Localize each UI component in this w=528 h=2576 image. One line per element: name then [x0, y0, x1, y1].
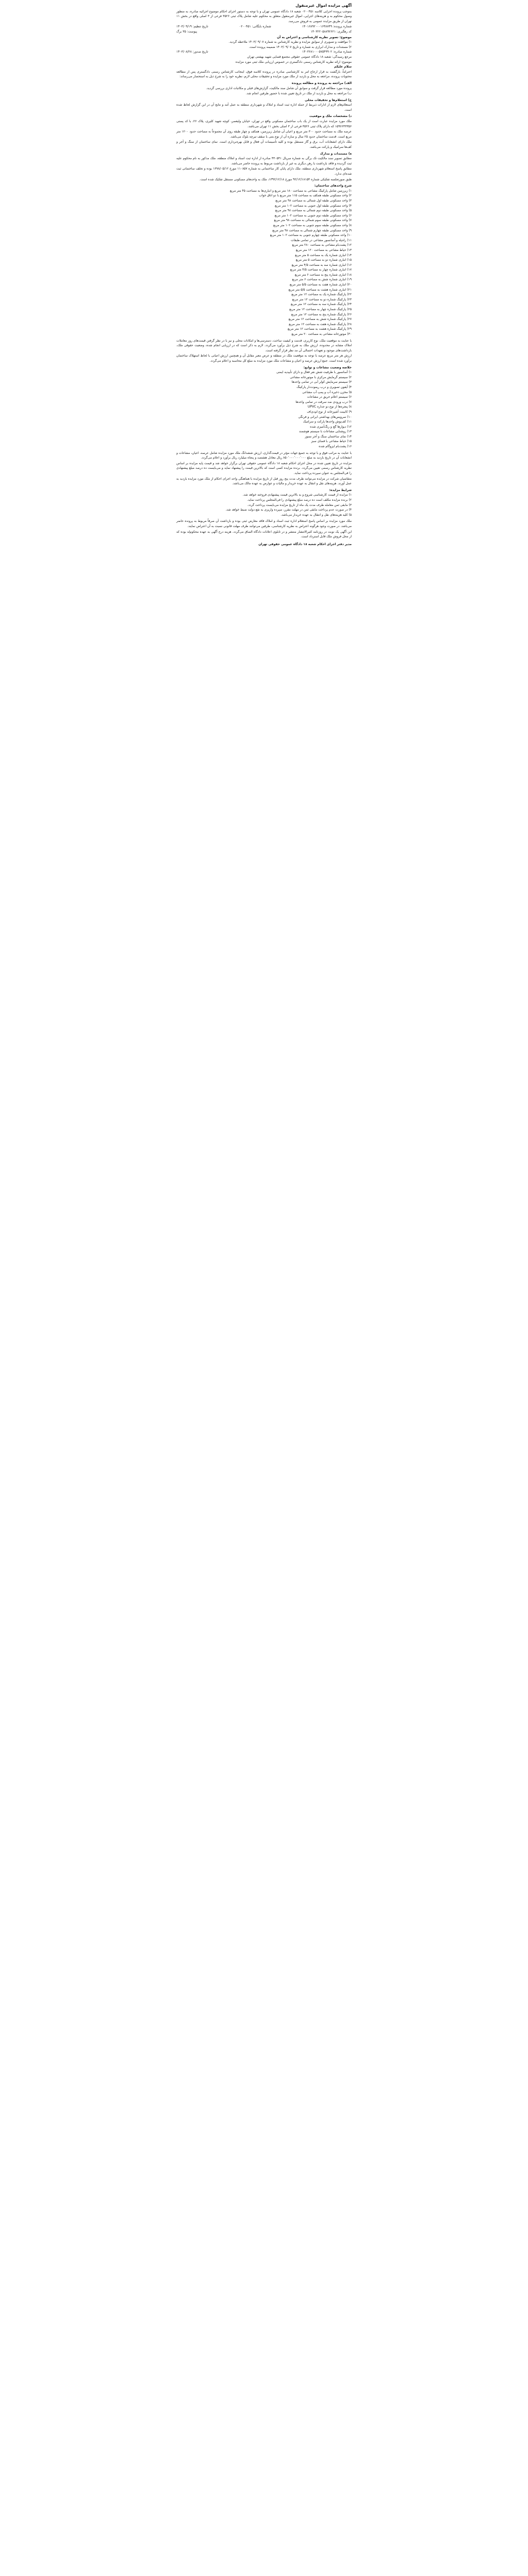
conditions-list: [176, 488, 352, 518]
meta-row-1: [176, 24, 352, 29]
tracking-code: کد رهگیری: ۱۴۰۳۲۲۰۵۸۸۹۲۶۲۱: [310, 29, 352, 33]
facility-item: ۱۶) پشت‌بام ایزوگام شده: [319, 445, 352, 449]
facility-item: ۱۰) سرویس‌های بهداشتی ایرانی و فرنگی: [298, 415, 352, 419]
unit-item: ۲۵) پارکینگ شماره چهار به مساحت ۱۲ متر مربع: [289, 308, 352, 312]
facilities-heading: خلاصه وضعیت مشاعات و توابع:: [303, 365, 352, 369]
condition-item: ۳) مابقی ثمن معامله ظرف مدت یک ماه از تاریخ مزایده می‌بایست پرداخت گردد.: [247, 503, 352, 507]
issue-date: تاریخ تنظیم: ۱۴۰۳/۰۹/۱۹: [176, 25, 208, 29]
unit-item: ۱۸) انباری شماره پنج به مساحت ۶ متر مربع: [294, 273, 352, 277]
unit-item: ۱) زیرزمین شامل پارکینگ مشاعی به مساحت ۱۸۰ متر مربع و انباری‌ها به مساحت ۴۵ متر مربع: [229, 189, 352, 193]
unit-item: ۱۴) انباری شماره یک به مساحت ۵ متر مربع: [295, 253, 352, 257]
unit-item: ۲۸) پارکینگ شماره هفت به مساحت ۱۲ متر مربع: [289, 322, 352, 326]
body-paragraph: با عنایت به موقعیت ملک، نوع کاربری، قدمت و کیفیت ساخت، دسترسی‌ها و امکانات محلی و نیز با در نظر گرفتن قیمت‌های روز معاملات املاک مشابه در محدوده، ارزش ملک به شرح ذیل برآورد می‌گردد. لازم به ذکر است که در ارزیابی انجام شده، وضعیت حقوقی ملک، بازداشت‌های موجود و تعهدات احتمالی آن مد نظر قرار گرفته است.: [176, 338, 352, 352]
unit-item: ۸) واحد مسکونی طبقه سوم جنوبی به مساحت ۱۰۲ متر مربع: [273, 223, 352, 227]
body-paragraph: این آگهی یک نوبت در روزنامه کثیرالانتشار منتشر و در تابلوی اعلانات دادگاه الصاق می‌گردد. هزینه درج آگهی به عهده محکوم‌له بوده که از محل فروش ملک قابل استرداد است.: [176, 530, 352, 539]
subject-item: ۱) موافقت و تصویری از سوابق مزایده و نظریه کارشناس به شماره ۱۴۰۳/۰۹/۰۷ ملاحظه گردید.: [228, 40, 352, 44]
subject-item: ۲) مستندات و مدارک ابرازی به شماره و تاریخ ۱۴۰۳/۰۹/۰۷ ضمیمه پرونده است.: [249, 45, 352, 49]
facility-item: ۱۱) کف‌پوش واحدها پارکت و سرامیک: [303, 420, 352, 424]
condition-item: ۴) در صورت عدم پرداخت مابقی ثمن در مهلت مقرر، سپرده واریزی به نفع دولت ضبط خواهد شد.: [225, 508, 352, 512]
unit-item: ۲۶) پارکینگ شماره پنج به مساحت ۱۲ متر مربع: [291, 312, 352, 316]
unit-item: ۳۰) موتورخانه مشاعی به مساحت ۲۰ متر مربع: [291, 332, 352, 336]
section-heading: ه) مستندات و مدارک: [320, 151, 352, 156]
unit-item: ۲۷) پارکینگ شماره شش به مساحت ۱۲ متر مربع: [288, 317, 352, 321]
body-paragraph: متقاضیان شرکت در مزایده می‌توانند ظرف مدت پنج روز قبل از تاریخ مزایده با هماهنگی واحد اجرای احکام از ملک مورد مزایده بازدید به عمل آورند. هزینه‌های نقل و انتقال به عهده خریدار و مالیات و عوارض به عهده مالک می‌باشد.: [176, 477, 352, 486]
valuation-paragraph: با عنایت به مراتب فوق و با توجه به جمیع جهات مؤثر در قیمت‌گذاری، ارزش ششدانگ ملک مورد مزایده شامل عرصه، اعیان، مشاعات و انشعابات آن در تاریخ بازدید به مبلغ ۸۵۰٬۰۰۰٬۰۰۰٬۰۰۰ ریال معادل هشتصد و پنجاه میلیارد ریال برآورد و اعلام می‌گردد.: [176, 451, 352, 460]
body-paragraph: مزایده در تاریخ تعیین شده در محل اجرای احکام شعبه ۱۸ دادگاه عمومی حقوقی تهران برگزار خواهد شد و قیمت پایه مزایده بر اساس نظریه کارشناس رسمی تعیین می‌گردد. برنده مزایده کسی است که بالاترین قیمت را پیشنهاد نماید و می‌بایست ده درصد مبلغ پیشنهادی را فی‌المجلس به عنوان سپرده پرداخت نماید.: [176, 461, 352, 476]
facility-item: ۷) درب ورودی ضد سرقت در تمامی واحدها: [295, 400, 352, 404]
facility-item: ۱) آسانسور با ظرفیت شش نفر فعال و دارای تأییدیه ایمنی: [276, 370, 352, 375]
facility-item: ۲) سیستم گرمایش مرکزی با موتورخانه مشاعی: [290, 375, 352, 379]
greeting: سلام علیکم: [334, 65, 352, 69]
unit-item: ۴) واحد مسکونی طبقه اول جنوبی به مساحت ۱۰۲ متر مربع: [274, 204, 352, 208]
facility-item: ۱۴) نمای ساختمان سنگ و آجر نسوز: [305, 434, 352, 438]
unit-item: ۲۱) انباری شماره هشت به مساحت ۵/۵ متر مربع: [288, 287, 352, 292]
body-paragraph: ملک مورد مزایده بر اساس پاسخ استعلام اداره ثبت اسناد و املاک فاقد معارض ثبتی بوده و بازداشت آن صرفاً مربوط به پرونده حاضر می‌باشد. در صورت وجود هرگونه اعتراض به نظریه کارشناسی، طرفین می‌توانند ظرف مهلت قانونی نسبت به آن اعتراض نمایند.: [176, 519, 352, 528]
reference-date: تاریخ صدور: ۱۴۰۳/۰۸/۲۸: [176, 50, 208, 54]
meta-row-2: [176, 29, 352, 35]
notice-intro: بموجب پرونده اجرایی کلاسه ۰۲۰۰۴۵۱ شعبه ۱۸ دادگاه عمومی تهران و با توجه به دستور اجرای احکام موضوع اجرائیه صادره، به منظور وصول محکوم به و هزینه‌های اجرایی، اموال غیرمنقول متعلق به محکوم علیه شامل پلاک ثبتی ۳۵۲۶ فرعی از ۳ اصلی واقع در بخش ۱۱ تهران از طریق مزایده عمومی به فروش می‌رسد.: [176, 9, 352, 23]
section-paragraph: عرصه ملک به مساحت حدود ۳۰۰ متر مربع و اعیان آن شامل زیرزمین، همکف و چهار طبقه روی آن مجموعاً به مساحت حدود ۱۲۰۰ متر مربع است. قدمت ساختمان حدود ۲۵ سال و سازه آن از نوع بتنی با سقف تیرچه بلوک می‌باشد.: [176, 130, 352, 139]
units-heading: شرح واحدهای ساختمان:: [314, 184, 352, 188]
address-line: موضوع: ارائه نظریه کارشناس رسمی دادگستری در خصوص ارزیابی ملک ثبتی مورد مزایده: [235, 60, 352, 64]
unit-item: ۲۳) پارکینگ شماره دو به مساحت ۱۲ متر مربع: [292, 297, 352, 301]
section-paragraph: مطابق پاسخ استعلام شهرداری منطقه، ملک دارای پایان کار ساختمانی به شماره ۱۱۰۸۵۷ مورخ ۱۳۷۸/۰۵/۱۲ بوده و تخلف ساختمانی ثبت شده‌ای ندارد.: [176, 167, 352, 176]
unit-item: ۱۳) حیاط مشاعی به مساحت ۱۲۰ متر مربع: [295, 248, 352, 252]
unit-item: ۱۵) انباری شماره دو به مساحت ۵ متر مربع: [295, 258, 352, 262]
condition-item: ۱) مزایده از قیمت کارشناسی شروع و به بالاترین قیمت پیشنهادی فروخته خواهد شد.: [242, 493, 352, 497]
facility-item: ۵) مخزن ذخیره آب و پمپ آب مشاعی: [302, 390, 352, 394]
facility-item: ۱۳) روشنایی مشاعات با سیستم هوشمند: [299, 430, 352, 434]
conditions-heading: شرایط مزایده:: [329, 488, 352, 492]
section-d: [176, 114, 352, 149]
section-heading: د) مشخصات ملک و موقعیت: [309, 114, 352, 118]
section-paragraph: استعلام‌های لازم از ادارات ذیربط از جمله اداره ثبت اسناد و املاک و شهرداری منطقه به عمل آمد و نتایج آن در این گزارش لحاظ شده است.: [176, 103, 352, 112]
court-reference: مرجع رسیدگی: شعبه ۱۸ دادگاه عمومی حقوقی مجتمع قضایی شهید بهشتی تهران: [247, 55, 352, 59]
unit-item: ۲) واحد مسکونی طبقه همکف به مساحت ۱۱۵ متر مربع با دو اتاق خواب: [259, 194, 352, 198]
section-paragraph: ب) مراجعه به محل و بازدید از ملک در تاریخ تعیین شده با حضور طرفین انجام شد.: [245, 92, 352, 96]
section-paragraph: طبق صورتجلسه تفکیکی شماره ۹۲/۱۲/۱۸۱۵۴ مورخ ۱۳۹۲/۱۲/۱۸، ملک به واحدهای مسکونی مستقل تفکیک شده است.: [199, 177, 352, 181]
unit-item: ۲۴) پارکینگ شماره سه به مساحت ۱۲ متر مربع: [291, 302, 352, 307]
unit-item: ۱۲) پشت‌بام مشاعی به مساحت ۲۸۰ متر مربع: [292, 243, 352, 247]
meta-row-3: [176, 49, 352, 55]
facility-item: ۳) سیستم سرمایش کولر آبی در تمامی واحدها: [291, 380, 352, 384]
unit-item: ۳) واحد مسکونی طبقه اول شمالی به مساحت ۹۸ متر مربع: [275, 198, 352, 202]
unit-item: ۵) واحد مسکونی طبقه دوم شمالی به مساحت ۹۸ متر مربع: [275, 209, 352, 213]
reference-number: شماره صادره: ۱۴۰۳۶۸۱۰۰۰۵۷۵۴۹۹۰۲: [302, 50, 352, 54]
unit-item: ۶) واحد مسکونی طبقه دوم جنوبی به مساحت ۱۰۲ متر مربع: [274, 213, 352, 217]
units-list: [176, 183, 352, 336]
section-paragraph: مطابق تصویر سند مالکیت تک برگی به شماره سریال ۴۳۰۵۴۱ صادره از اداره ثبت اسناد و املاک منطقه، ملک مذکور به نام محکوم علیه ثبت گردیده و فاقد بازداشت یا رهن دیگری به غیر از بازداشت مربوط به پرونده حاضر می‌باشد.: [176, 157, 352, 165]
notice-title: آگهی مزایده اموال غیرمنقول: [295, 3, 352, 8]
signature-block: مدیر دفتر اجرای احکام شعبه ۱۸ دادگاه عمومی حقوقی تهران: [258, 542, 352, 546]
facility-item: ۴) آیفون تصویری و درب ریموت‌دار پارکینگ: [296, 385, 352, 389]
unit-item: ۱۹) انباری شماره شش به مساحت ۶ متر مربع: [292, 278, 352, 282]
section-c: [176, 98, 352, 113]
unit-item: ۲۹) پارکینگ شماره هشت به مساحت ۱۲ متر مربع: [287, 327, 352, 331]
facility-item: ۱۲) دیوارها گچ و رنگ‌آمیزی شده: [310, 425, 352, 429]
section-heading: الف) مراجعه به پرونده و مطالعه پرونده: [291, 81, 352, 85]
condition-item: ۲) برنده مزایده مکلف است ده درصد مبلغ پیشنهادی را فی‌المجلس پرداخت نماید.: [247, 498, 352, 502]
section-heading: ج) استعلام‌ها و تحقیقات محلی: [305, 98, 352, 102]
unit-item: ۱۰) واحد مسکونی طبقه چهارم جنوبی به مساحت ۱۰۲ متر مربع: [270, 233, 352, 238]
section-paragraph: ملک مورد مزایده عبارت است از یک باب ساختمان مسکونی واقع در تهران، خیابان ولیعصر، کوچه شهید کلیری، پلاک ۲۶، با کد پستی ۱۵۹۶۶۴۳۳۵۶ که دارای پلاک ثبتی ۳۵۲۶ فرعی از ۳ اصلی بخش ۱۱ تهران می‌باشد.: [176, 120, 352, 128]
section-e: [176, 151, 352, 182]
archive-number: شماره بایگانی: ۰۲۰۰۴۵۱: [239, 25, 271, 29]
unit-item: ۱۷) انباری شماره چهار به مساحت ۴/۵ متر مربع: [290, 268, 352, 272]
section-paragraph: پرونده مورد مطالعه قرار گرفت و سوابق آن شامل سند مالکیت، گزارش‌های قبلی و مکاتبات اداری بررسی گردید.: [206, 86, 352, 90]
body-paragraph: احتراماً، بازگشت به قرار ارجاع امر به کارشناسی صادره در پرونده کلاسه فوق، اینجانب کارشناس رسمی دادگستری پس از مطالعه محتویات پرونده، مراجعه به محل و بازدید از ملک مورد مزایده و تحقیقات محلی لازم، نظریه خود را به شرح ذیل به استحضار می‌رساند:: [176, 70, 352, 79]
unit-item: ۲۰) انباری شماره هفت به مساحت ۵/۵ متر مربع: [289, 283, 352, 287]
attachment-count: پیوست: ۳۵ برگ: [176, 29, 197, 33]
unit-item: ۲۲) پارکینگ شماره یک به مساحت ۱۲ متر مربع: [291, 293, 352, 297]
facilities-list: [176, 365, 352, 449]
section-paragraph: ملک دارای انشعابات آب، برق و گاز مستقل بوده و کلیه تأسیسات آن فعال و قابل بهره‌برداری است. نمای ساختمان از سنگ و آجر و کف‌ها سرامیک و پارکت می‌باشد.: [176, 140, 352, 149]
unit-item: ۷) واحد مسکونی طبقه سوم شمالی به مساحت ۹۸ متر مربع: [274, 218, 352, 223]
facility-item: ۹) کابینت آشپزخانه از نوع ام‌دی‌اف: [307, 410, 352, 414]
unit-item: ۱۱) راه‌پله و آسانسور مشاعی در تمامی طبقات: [291, 238, 352, 242]
notice-page: [174, 0, 354, 552]
section-a: [176, 81, 352, 96]
facility-item: ۱۵) حیاط مشاعی با فضای سبز: [311, 439, 352, 444]
subject-heading: موضوع: تصویر نظریه کارشناسی و اعتراض به آن: [277, 35, 352, 39]
case-number: شماره پرونده: ۱۴۰۱۶۸۹۲۰۰۰۱۶۴۸۷۴۹: [302, 25, 352, 29]
condition-item: ۵) کلیه هزینه‌های نقل و انتقال به عهده خریدار می‌باشد.: [280, 513, 352, 517]
unit-item: ۱۶) انباری شماره سه به مساحت ۴/۵ متر مربع: [291, 263, 352, 267]
facility-item: ۸) پنجره‌ها از نوع دو جداره UPVC: [307, 405, 352, 409]
unit-item: ۹) واحد مسکونی طبقه چهارم شمالی به مساحت ۹۸ متر مربع: [272, 228, 352, 232]
facility-item: ۶) سیستم اعلام حریق در مشاعات: [307, 395, 352, 399]
body-paragraph: ارزش هر متر مربع عرصه با توجه به موقعیت ملک در منطقه و عرض معبر مقابل آن و همچنین ارزش اعیانی با لحاظ استهلاک ساختمان برآورد شده است. جمع ارزش عرصه و اعیان و مشاعات ملک مورد مزایده به مبلغ کل محاسبه و اعلام می‌گردد.: [176, 354, 352, 363]
